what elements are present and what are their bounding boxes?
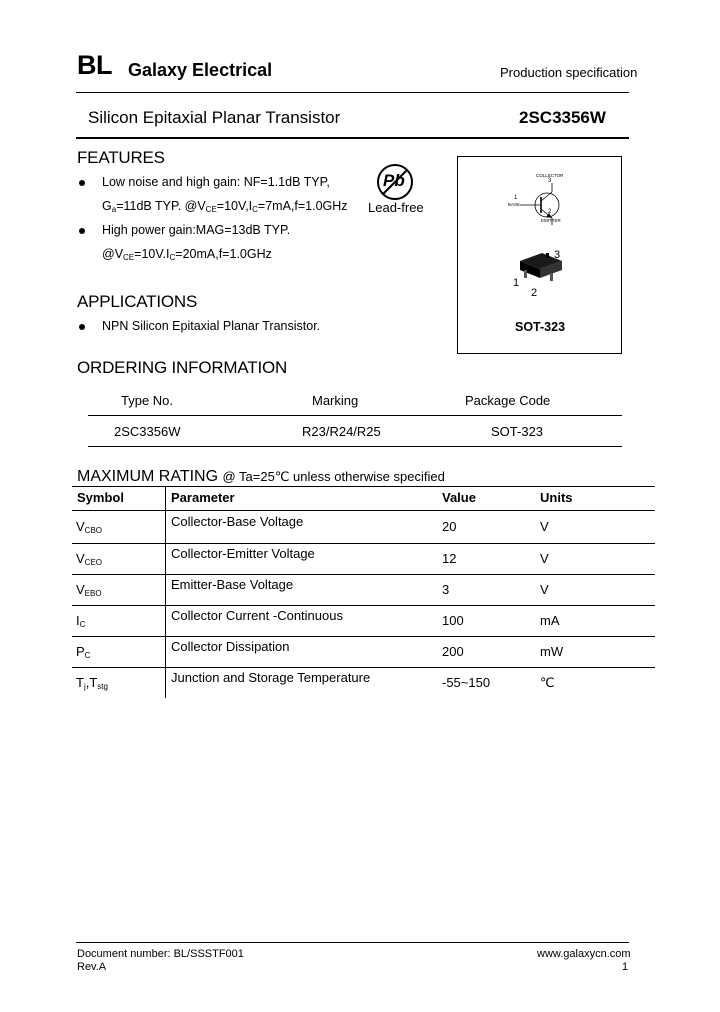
ordering-marking-value: R23/R24/R25 <box>302 424 381 439</box>
max-rating-table <box>72 486 656 698</box>
table-rule <box>72 543 655 544</box>
lead-free-label: Lead-free <box>368 200 424 215</box>
table-rule <box>72 574 655 575</box>
table-rule <box>72 636 655 637</box>
rating-symbol: $T_j,T_{stg}$ <box>76 675 108 691</box>
rating-value: -55~150 <box>442 675 491 690</box>
ordering-rule <box>88 446 622 447</box>
rating-value: 100 <box>442 613 464 628</box>
package-pin-2: 2 <box>531 287 538 299</box>
npn-transistor-symbol <box>492 175 592 235</box>
rating-symbol: $V_{CBO}$ <box>76 519 103 535</box>
rating-parameter: Collector Current -Continuous <box>171 608 343 623</box>
ordering-header-marking: Marking <box>312 393 359 408</box>
rating-parameter: Collector Dissipation <box>171 639 290 654</box>
company-name: Galaxy Electrical <box>128 60 273 80</box>
rating-value: 20 <box>442 519 457 534</box>
schematic-pin-2: 2 <box>548 209 552 215</box>
rating-unit: V <box>540 551 549 566</box>
max-rating-title <box>77 468 445 486</box>
feature-1-line-2: $G_a=11dB$ TYP. $@V_{CE}=10V,I_C=7mA,f=1.0GHz$ <box>102 199 348 214</box>
rating-unit: mW <box>540 644 564 659</box>
brand-logo: BL <box>77 50 112 80</box>
rating-value: 3 <box>442 582 450 597</box>
rating-parameter: Emitter-Base Voltage <box>171 577 294 592</box>
ordering-type-value: 2SC3356W <box>114 424 181 439</box>
page-number: 1 <box>622 961 629 973</box>
application-item: NPN Silicon Epitaxial Planar Transistor. <box>102 319 321 333</box>
rating-value: 12 <box>442 551 457 566</box>
ordering-title: ORDERING INFORMATION <box>77 358 288 377</box>
part-number: 2SC3356W <box>519 108 606 127</box>
table-column-divider <box>165 486 166 698</box>
package-name: SOT-323 <box>515 320 566 334</box>
rating-parameter: Collector-Emitter Voltage <box>171 546 315 561</box>
rating-parameter: Junction and Storage Temperature <box>171 670 371 685</box>
ordering-package-value: SOT-323 <box>491 424 544 439</box>
table-rule <box>72 486 655 487</box>
doc-type: Production specification <box>500 65 638 80</box>
header-parameter: Parameter <box>171 490 235 505</box>
table-rule <box>72 605 655 606</box>
rating-symbol: $P_C$ <box>76 644 91 660</box>
schematic-label-base: BASE <box>508 202 521 207</box>
rating-unit: ℃ <box>540 675 555 690</box>
schematic-label-emitter: EMITTER <box>541 218 561 223</box>
schematic-pin-3: 3 <box>548 178 552 184</box>
feature-1-line-1: Low noise and high gain: NF=1.1dB TYP, <box>102 175 330 189</box>
package-pin-1: 1 <box>513 277 520 289</box>
rating-unit: mA <box>540 613 560 628</box>
ordering-header-type: Type No. <box>121 393 174 408</box>
feature-bullet <box>79 180 85 186</box>
max-rating-condition: @ Ta=25℃ unless otherwise specified <box>222 469 445 484</box>
header-rule-bottom <box>76 137 629 139</box>
feature-2-line-1: High power gain:MAG=13dB TYP. <box>102 223 291 237</box>
rating-unit: V <box>540 519 549 534</box>
application-bullet <box>79 324 85 330</box>
feature-bullet <box>79 228 85 234</box>
table-rule <box>72 667 655 668</box>
applications-title: APPLICATIONS <box>77 292 198 311</box>
rating-unit: V <box>540 582 549 597</box>
package-box <box>457 156 622 354</box>
features-title: FEATURES <box>77 148 165 167</box>
product-title: Silicon Epitaxial Planar Transistor <box>88 108 341 127</box>
website-link[interactable]: www.galaxycn.com <box>537 948 631 960</box>
max-rating-heading: MAXIMUM RATING <box>77 468 219 485</box>
footer-rule <box>76 942 629 943</box>
header-value: Value <box>442 490 476 505</box>
rating-parameter: Collector-Base Voltage <box>171 514 304 529</box>
rating-symbol: $V_{CEO}$ <box>76 551 103 567</box>
header-rule-top <box>76 92 629 93</box>
schematic-pin-1: 1 <box>514 195 518 201</box>
lead-free-symbol: Pb <box>383 171 405 190</box>
ordering-rule <box>88 415 622 416</box>
header-symbol: Symbol <box>77 490 124 505</box>
rating-value: 200 <box>442 644 464 659</box>
document-number: Document number: BL/SSSTF001 <box>77 948 244 960</box>
package-pin-3: 3 <box>554 249 561 261</box>
table-rule <box>72 510 655 511</box>
ordering-header-package: Package Code <box>465 393 551 408</box>
schematic-label-collector: COLLECTOR <box>536 173 564 178</box>
lead-free-icon <box>375 162 415 202</box>
rating-symbol: $I_C$ <box>76 613 86 629</box>
feature-2-line-2: $@V_{CE}=10V.I_C=20mA,f=1.0GHz$ <box>102 247 272 262</box>
rating-symbol: $V_{EBO}$ <box>76 582 102 598</box>
header-units: Units <box>540 490 573 505</box>
revision: Rev.A <box>77 961 107 973</box>
